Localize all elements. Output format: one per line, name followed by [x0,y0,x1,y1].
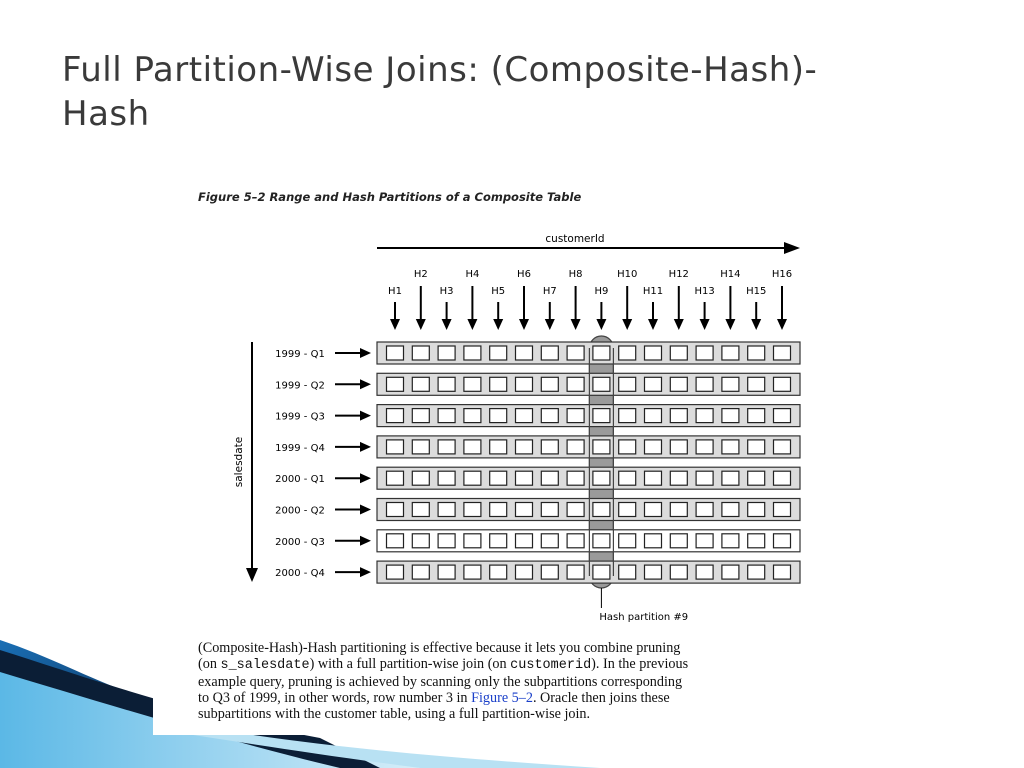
subpartition-cell [619,503,636,517]
subpartition-cell [696,377,713,391]
subpartition-cell [438,409,455,423]
subpartition-cell [722,534,739,548]
range-label-8: 2000 - Q4 [275,568,325,580]
subpartition-cell [490,346,507,360]
hash-label-h12: H12 [668,269,689,280]
subpartition-cell [387,471,404,485]
hash-arrow-head-13 [700,319,710,330]
code-salesdate: s_salesdate [220,658,310,673]
figure-reference-link[interactable]: Figure 5–2 [471,690,533,706]
hash-arrow-head-15 [751,319,761,330]
subpartition-cell [696,503,713,517]
subpartition-cell [670,503,687,517]
range-arrow-head-1 [360,348,371,358]
subpartition-cell [670,409,687,423]
hash-arrow-head-4 [467,319,477,330]
range-label-4: 1999 - Q4 [275,442,325,454]
subpartition-cell [774,503,791,517]
subpartition-cell [567,534,584,548]
subpartition-cell [541,409,558,423]
subpartition-cell [541,471,558,485]
subpartition-cell [541,377,558,391]
subpartition-cell [748,409,765,423]
body-line-2c: ) with a full partition-wise join (on [309,656,511,672]
subpartition-cell [645,440,662,454]
subpartition-cell [748,471,765,485]
hash-label-h1: H1 [388,286,402,297]
subpartition-cell [490,409,507,423]
subpartition-cell [464,409,481,423]
customerid-axis-label: customerId [545,233,605,245]
subpartition-cell [593,565,610,579]
body-text [198,640,878,722]
figure-caption: Figure 5–2 Range and Hash Partitions of a Composite Table [198,190,582,204]
hash-label-h2: H2 [413,269,428,280]
subpartition-cell [490,565,507,579]
subpartition-cell [490,534,507,548]
subpartition-cell [387,346,404,360]
subpartition-cell [593,534,610,548]
subpartition-cell [722,409,739,423]
subpartition-cell [774,377,791,391]
body-line-2e: ). In the previous [591,656,689,672]
subpartition-cell [670,346,687,360]
body-line-3: example query, pruning is achieved by scanning only the subpartitions corresponding [198,674,683,690]
subpartition-cell [438,377,455,391]
hash-arrow-head-3 [442,319,452,330]
subpartition-cell [774,471,791,485]
subpartition-cell [516,565,533,579]
range-arrow-head-7 [360,536,371,546]
subpartition-cell [748,503,765,517]
subpartition-cell [516,346,533,360]
subpartition-cell [696,440,713,454]
subpartition-cell [567,503,584,517]
subpartition-cell [593,440,610,454]
range-arrow-head-5 [360,473,371,483]
subpartition-cell [593,346,610,360]
subpartition-cell [412,346,429,360]
subpartition-cell [412,471,429,485]
subpartition-cell [541,440,558,454]
customerid-axis-arrowhead [784,242,800,254]
subpartition-cell [619,346,636,360]
subpartition-cell [541,565,558,579]
slide-title-line-1: Full Partition-Wise Joins: (Composite-Hash)- [62,50,818,90]
range-label-3: 1999 - Q3 [275,411,325,423]
subpartition-cell [567,471,584,485]
subpartition-cell [645,503,662,517]
body-line-2a: (on [198,656,221,672]
subpartition-cell [438,471,455,485]
subpartition-cell [645,346,662,360]
subpartition-cell [464,503,481,517]
hash-label-h5: H5 [491,286,506,297]
subpartition-cell [722,565,739,579]
hash-label-h3: H3 [439,286,454,297]
subpartition-cell [748,377,765,391]
subpartition-cell [748,346,765,360]
hash-arrow-head-2 [416,319,426,330]
range-label-1: 1999 - Q1 [275,349,325,360]
salesdate-axis-label: salesdate [233,436,245,488]
subpartition-cell [670,534,687,548]
hash-arrow-head-1 [390,319,400,330]
subpartition-cell [619,534,636,548]
subpartition-cell [516,409,533,423]
hash-partition-annotation: Hash partition #9 [599,612,689,623]
subpartition-cell [541,503,558,517]
body-line-5: subpartitions with the customer table, using a full partition-wise join. [198,706,591,722]
hash-arrow-head-5 [493,319,503,330]
subpartition-cell [619,409,636,423]
hash-label-h16: H16 [771,269,793,280]
range-label-5: 2000 - Q1 [275,474,325,486]
subpartition-cell [387,377,404,391]
subpartition-cell [387,440,404,454]
subpartition-cell [670,565,687,579]
hash-arrow-head-12 [674,319,684,330]
subpartition-cell [722,440,739,454]
subpartition-cell [593,409,610,423]
subpartition-cell [387,503,404,517]
subpartition-cell [567,565,584,579]
range-arrow-head-8 [360,567,371,577]
subpartition-cell [619,471,636,485]
subpartition-cell [516,534,533,548]
subpartition-cell [774,440,791,454]
subpartition-cell [464,440,481,454]
subpartition-cell [412,503,429,517]
range-label-7: 2000 - Q3 [275,536,325,548]
subpartition-cell [516,503,533,517]
subpartition-cell [670,471,687,485]
subpartition-cell [464,346,481,360]
subpartition-cell [438,440,455,454]
range-arrow-head-4 [360,442,371,452]
subpartition-cell [774,346,791,360]
subpartition-cell [541,534,558,548]
subpartition-cell [464,377,481,391]
subpartition-cell [412,377,429,391]
subpartition-cell [619,377,636,391]
subpartition-cell [567,440,584,454]
subpartition-cell [722,503,739,517]
subpartition-cell [516,471,533,485]
subpartition-cell [516,377,533,391]
subpartition-cell [412,409,429,423]
subpartition-cell [464,534,481,548]
subpartition-cell [722,471,739,485]
subpartition-cell [722,377,739,391]
subpartition-cell [593,471,610,485]
hash-arrow-head-14 [725,319,735,330]
subpartition-cell [464,471,481,485]
subpartition-cell [619,440,636,454]
hash-label-h15: H15 [746,286,767,297]
range-arrow-head-2 [360,379,371,389]
body-line-2 [198,656,878,674]
subpartition-cell [696,346,713,360]
subpartition-cell [696,534,713,548]
hash-arrow-head-8 [571,319,581,330]
subpartition-cell [567,377,584,391]
subpartition-cell [412,534,429,548]
hash-label-h14: H14 [720,269,741,280]
subpartition-cell [541,346,558,360]
hash-arrow-head-6 [519,319,529,330]
subpartition-cell [490,471,507,485]
subpartition-cell [567,409,584,423]
subpartition-cell [387,534,404,548]
subpartition-cell [722,346,739,360]
hash-label-h8: H8 [568,269,583,280]
body-line-4 [198,690,878,706]
range-label-6: 2000 - Q2 [275,505,325,517]
subpartition-cell [412,565,429,579]
hash-arrow-head-11 [648,319,658,330]
hash-arrow-head-9 [596,319,606,330]
subpartition-cell [696,409,713,423]
subpartition-cell [593,503,610,517]
subpartition-cell [619,565,636,579]
slide-title-line-2: Hash [62,94,150,134]
hash-label-h11: H11 [642,286,664,297]
subpartition-cell [387,565,404,579]
subpartition-cell [387,409,404,423]
subpartition-cell [593,377,610,391]
subpartition-cell [670,440,687,454]
code-customerid: customerid [510,658,592,673]
subpartition-cell [412,440,429,454]
hash-label-h7: H7 [542,286,557,297]
subpartition-cell [696,565,713,579]
subpartition-cell [490,377,507,391]
subpartition-cell [774,409,791,423]
hash-label-h13: H13 [694,286,715,297]
subpartition-cell [696,471,713,485]
hash-label-h6: H6 [517,269,531,280]
subpartition-cell [438,503,455,517]
hash-label-h10: H10 [617,269,638,280]
subpartition-cell [438,346,455,360]
hash-label-h4: H4 [465,269,480,280]
range-arrow-head-6 [360,505,371,515]
hash-label-h9: H9 [594,286,609,297]
range-arrow-head-3 [360,411,371,421]
subpartition-cell [567,346,584,360]
salesdate-axis-arrowhead [246,568,258,582]
body-line-1: (Composite-Hash)-Hash partitioning is effective because it lets you combine pruning [198,640,681,656]
subpartition-cell [670,377,687,391]
subpartition-cell [645,534,662,548]
body-line-4c: . Oracle then joins these [532,690,670,706]
subpartition-cell [748,565,765,579]
subpartition-cell [748,440,765,454]
hash-arrow-head-10 [622,319,632,330]
subpartition-cell [748,534,765,548]
subpartition-cell [490,440,507,454]
hash-arrow-head-7 [545,319,555,330]
hash-arrow-head-16 [777,319,787,330]
subpartition-cell [438,534,455,548]
subpartition-cell [438,565,455,579]
range-label-2: 1999 - Q2 [275,380,325,392]
subpartition-cell [490,503,507,517]
subpartition-cell [645,409,662,423]
subpartition-cell [774,565,791,579]
subpartition-cell [645,565,662,579]
subpartition-cell [645,377,662,391]
body-line-4a: to Q3 of 1999, in other words, row number 3 in [198,690,472,706]
subpartition-cell [516,440,533,454]
subpartition-cell [464,565,481,579]
subpartition-cell [645,471,662,485]
subpartition-cell [774,534,791,548]
